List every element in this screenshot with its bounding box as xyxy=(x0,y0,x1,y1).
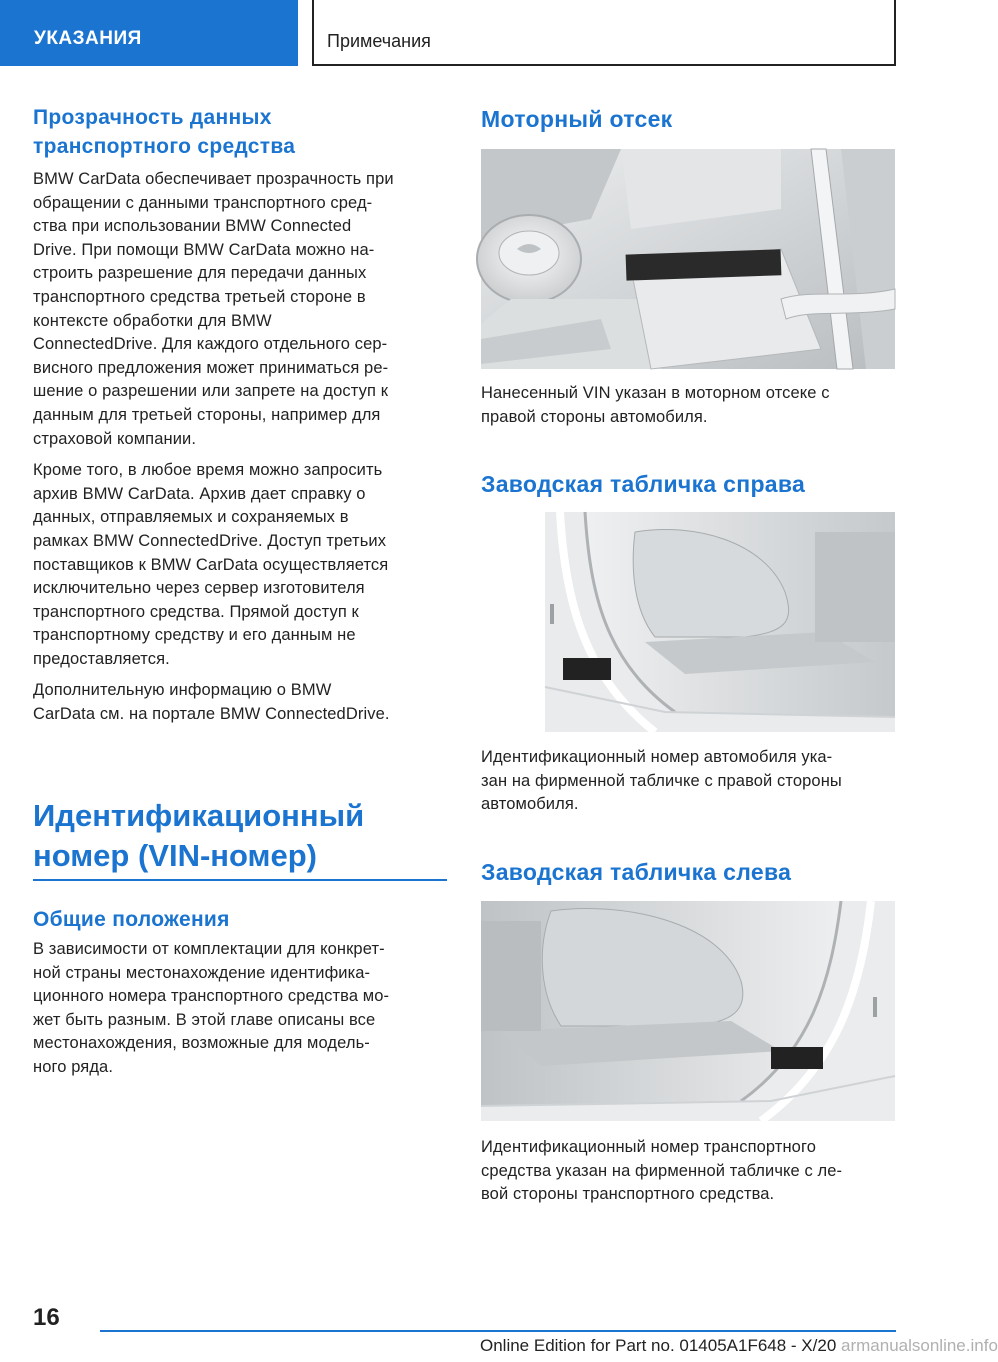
header-divider xyxy=(312,0,314,66)
header-border-right xyxy=(894,0,896,66)
plate-right-image xyxy=(545,512,895,732)
plate-left-heading: Заводская табличка слева xyxy=(481,859,792,885)
watermark: armanualsonline.info xyxy=(841,1336,998,1355)
vin-section xyxy=(33,796,447,1080)
header-underline xyxy=(312,64,896,66)
engine-bay-heading: Моторный отсек xyxy=(481,106,673,132)
transparency-paragraph-3: Дополнительную информацию о BMW CarData см. на портале BMW ConnectedDrive. xyxy=(33,681,390,724)
transparency-paragraph-1: BMW CarData обеспечивает прозрачность при обращении с данными транспортного сред- ства при использовании BMW Connected Drive. При помощи BMW CarData можно на- строить разрешение для передачи данных транспортного средства третьей стороне в контексте обработки для BMW ConnectedDrive. Для каждого отдельного сер- висного предложения может приниматься ре- шение о разрешении или запрете на доступ к данным для третьей стороны, например для страховой компании. xyxy=(33,170,394,448)
page-number: 16 xyxy=(33,1304,60,1331)
chapter-tab-label: УКАЗАНИЯ xyxy=(34,28,142,49)
section-title: Примечания xyxy=(327,31,431,51)
plate-right-caption: Идентификационный номер автомобиля ука- зан на фирменной табличке с правой стороны автомобиля. xyxy=(481,748,842,814)
chapter-tab[interactable] xyxy=(0,0,298,66)
general-heading: Общие положения xyxy=(33,908,230,931)
engine-bay-image xyxy=(481,149,895,369)
plate-right-heading: Заводская табличка справа xyxy=(481,471,806,497)
transparency-heading: Прозрачность данных транспортного средства xyxy=(33,106,296,158)
vin-heading-rule xyxy=(33,879,447,881)
vin-heading: Идентификационный номер (VIN-номер) xyxy=(33,798,365,873)
plate-left-image xyxy=(481,901,895,1121)
transparency-paragraph-2: Кроме того, в любое время можно запросить архив BMW CarData. Архив дает справку о данных, отправляемых и сохраняемых в рамках BMW ConnectedDrive. Доступ третьих поставщиков к BMW CarData осуществляется исключительно через сервер изготовителя транспортного средства. Прямой доступ к транспортному средству и его данным не предоставляется. xyxy=(33,461,389,668)
engine-bay-caption: Нанесенный VIN указан в моторном отсеке с правой стороны автомобиля. xyxy=(481,384,830,426)
footer-edition xyxy=(480,1336,998,1356)
left-column xyxy=(33,103,447,727)
edition-text: Online Edition for Part no. 01405A1F648 - X/20 xyxy=(480,1336,837,1355)
footer-rule xyxy=(100,1330,896,1332)
general-paragraph: В зависимости от комплектации для конкрет- ной страны местонахождение идентифика- ционного номера транспортного средства мо- жет быть разным. В этой главе описаны все местонахождения, возможные для модель- ного ряда. xyxy=(33,940,390,1076)
plate-left-caption: Идентификационный номер транспортного средства указан на фирменной табличке с ле- вой стороны транспортного средства. xyxy=(481,1138,843,1204)
